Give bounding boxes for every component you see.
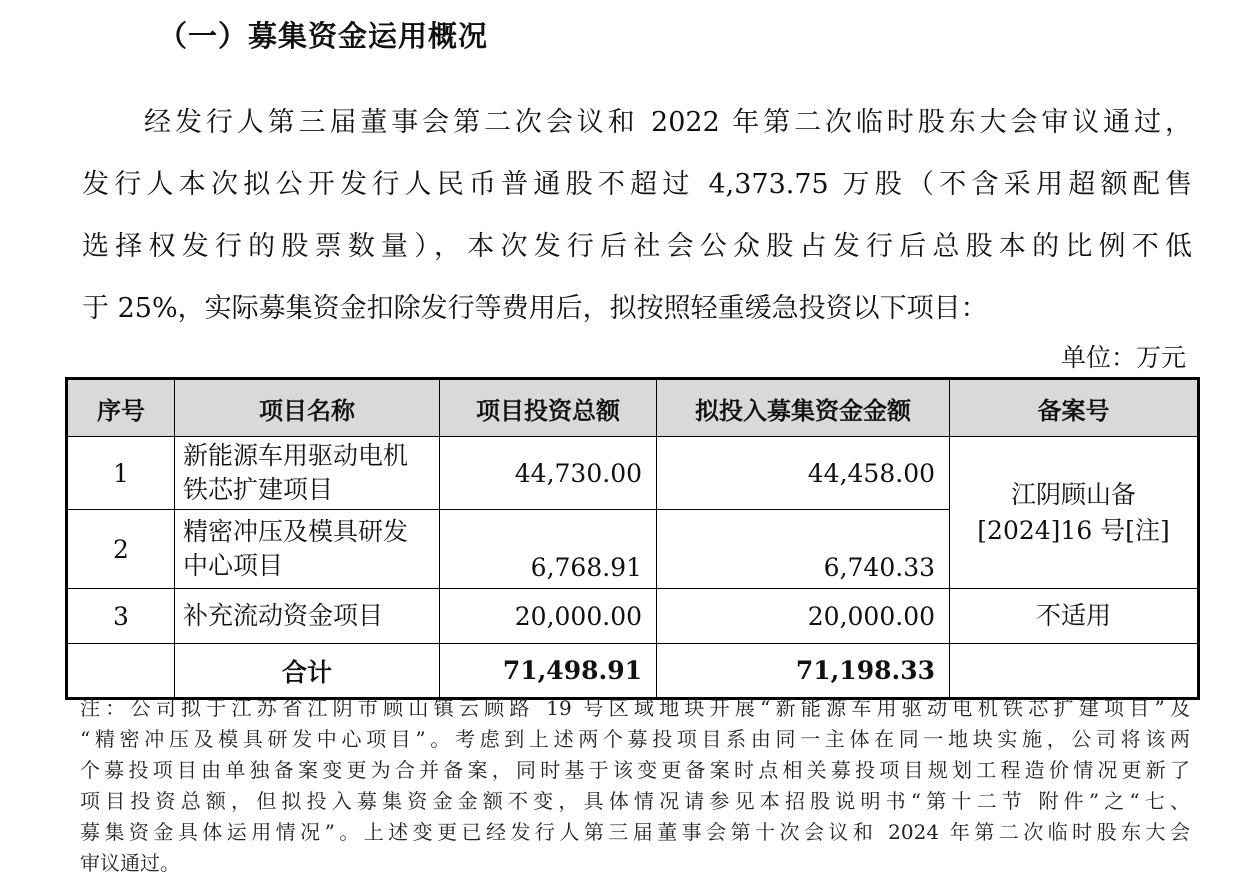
total-label: 合计	[175, 644, 440, 699]
paragraph-line: 发行人本次拟公开发行人民币普通股不超过 4,373.75 万股（不含采用超额配售	[82, 169, 1192, 200]
row-project-name: 精密冲压及模具研发中心项目	[175, 510, 440, 589]
row-total-investment: 6,768.91	[440, 510, 657, 589]
row-total-investment: 20,000.00	[440, 589, 657, 644]
row-project-name: 补充流动资金项目	[175, 589, 440, 644]
row-project-name: 新能源车用驱动电机铁芯扩建项目	[175, 437, 440, 510]
header-total-investment: 项目投资总额	[440, 379, 657, 437]
unit-label: 单位：万元	[1060, 343, 1186, 372]
row-total-investment: 44,730.00	[440, 437, 657, 510]
record-line: [2024]16 号[注]	[977, 515, 1170, 545]
row-seq: 2	[67, 510, 175, 589]
row-seq: 3	[67, 589, 175, 644]
table-header-row	[67, 379, 1199, 437]
footnote-line: 项目投资总额，但拟投入募集资金金额不变，具体情况请参见本招股说明书“第十二节 附件”之“七、	[80, 789, 1190, 813]
header-raised-funds: 拟投入募集资金金额	[657, 379, 950, 437]
total-record-empty	[950, 644, 1199, 699]
row-raised-funds: 44,458.00	[657, 437, 950, 510]
record-line: 江阴顾山备	[1010, 479, 1136, 509]
row-raised-funds: 6,740.33	[657, 510, 950, 589]
footnote-line: 募集资金具体运用情况”。上述变更已经发行人第三届董事会第十次会议和 2024 年第二次临时股东大会	[80, 820, 1190, 844]
section-heading: （一）募集资金运用概况	[158, 19, 489, 53]
paragraph-line: 选择权发行的股票数量），本次发行后社会公众股占发行后总股本的比例不低	[82, 231, 1192, 262]
footnote	[80, 693, 1190, 879]
total-seq-empty	[67, 644, 175, 699]
header-seq: 序号	[67, 379, 175, 437]
paragraph-line: 经发行人第三届董事会第二次会议和 2022 年第二次临时股东大会审议通过，	[144, 107, 1192, 138]
table-row	[67, 589, 1199, 644]
table-total-row	[67, 644, 1199, 699]
table-row	[67, 437, 1199, 510]
footnote-line: “精密冲压及模具研发中心项目”。考虑到上述两个募投项目系由同一主体在同一地块实施，公司将该两	[80, 727, 1190, 751]
total-raised-sum: 71,198.33	[657, 644, 950, 699]
row-record-no-merged	[950, 437, 1199, 589]
header-project-name: 项目名称	[175, 379, 440, 437]
total-investment-sum: 71,498.91	[440, 644, 657, 699]
paragraph-line: 于 25%，实际募集资金扣除发行等费用后，拟按照轻重缓急投资以下项目：	[82, 293, 988, 324]
footnote-line: 个募投项目由单独备案变更为合并备案，同时基于该变更备案时点相关募投项目规划工程造价情况更新了	[80, 758, 1190, 782]
row-raised-funds: 20,000.00	[657, 589, 950, 644]
footnote-line: 注：公司拟于江苏省江阴市顾山镇云顾路 19 号区域地块开展“新能源车用驱动电机铁芯扩建项目”及	[80, 696, 1190, 720]
header-record-no: 备案号	[950, 379, 1199, 437]
row-seq: 1	[67, 437, 175, 510]
intro-paragraph	[82, 92, 1192, 340]
fund-usage-table	[65, 377, 1200, 700]
footnote-line: 审议通过。	[80, 851, 180, 875]
row-record-no: 不适用	[950, 589, 1199, 644]
